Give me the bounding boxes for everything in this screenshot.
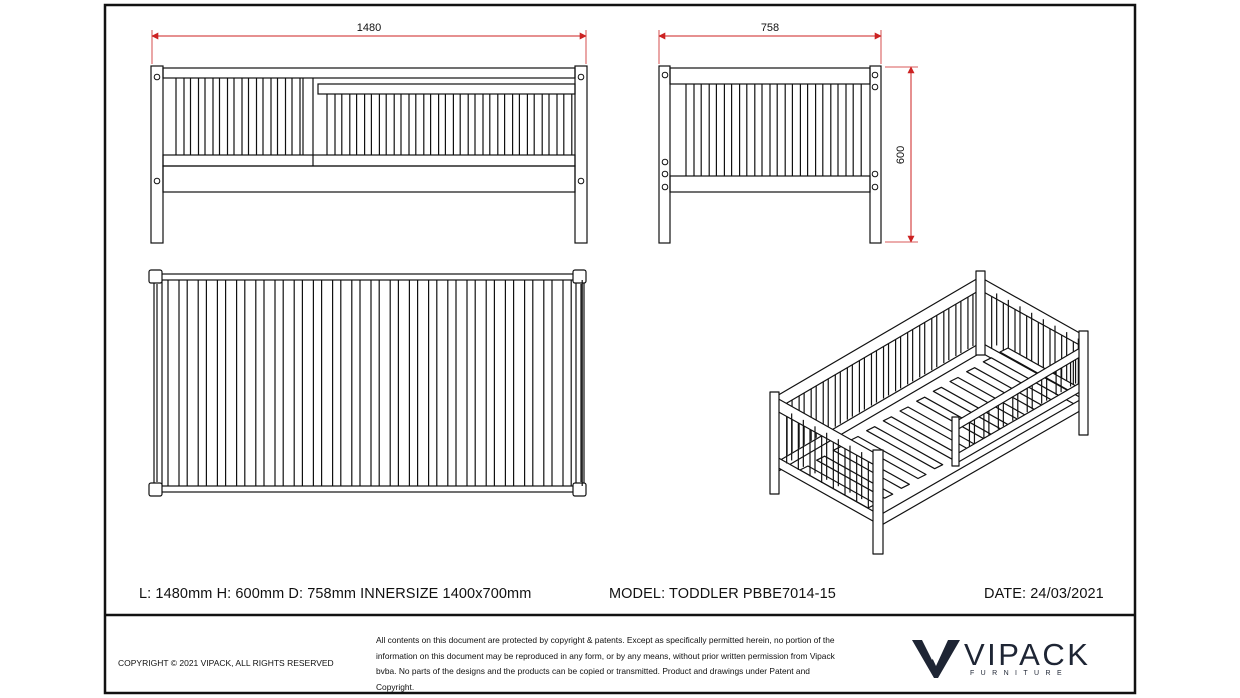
vipack-logo — [910, 636, 1110, 682]
iso-post-front-left — [873, 450, 883, 554]
side-slats — [686, 84, 861, 176]
side-height-label: 600 — [895, 145, 907, 165]
front-slats — [176, 78, 572, 155]
front-view — [151, 30, 587, 243]
side-depth-label: 758 — [760, 22, 780, 34]
copyright-notice: COPYRIGHT © 2021 VIPACK, ALL RIGHTS RESERVED — [118, 658, 334, 668]
iso-post-back-right — [976, 271, 985, 355]
top-post-se — [573, 483, 586, 496]
front-left-leg — [151, 66, 163, 243]
side-right-leg — [870, 66, 881, 243]
top-view — [149, 270, 586, 496]
front-right-leg — [575, 66, 587, 243]
model-spec: MODEL: TODDLER PBBE7014-15 — [609, 586, 836, 602]
front-length-label: 1480 — [356, 22, 382, 34]
brand-name: VIPACK — [964, 637, 1091, 672]
side-left-leg — [659, 66, 670, 243]
brand-subtitle: FURNITURE — [970, 670, 1069, 677]
top-post-nw — [149, 270, 162, 283]
vipack-logo-icon — [910, 636, 962, 680]
side-view — [659, 30, 918, 243]
legal-notice: All contents on this document are protected by copyright & patents. Except as specifically permitted herein, no portion of the information on this document may be reproduced in any form, or by any means, without prior written permission from Vipack bvba. No parts of the designs and the products can be copied or transmitted. Product and drawings under Patent and Copyright. — [376, 635, 835, 692]
top-post-ne — [573, 270, 586, 283]
top-slats — [168, 280, 582, 486]
top-post-sw — [149, 483, 162, 496]
measurements-spec: L: 1480mm H: 600mm D: 758mm INNERSIZE 1400x700mm — [139, 586, 532, 602]
isometric-view — [770, 271, 1088, 554]
date-spec: DATE: 24/03/2021 — [984, 586, 1104, 602]
iso-post-front-right — [1079, 331, 1088, 435]
iso-post-back-left — [770, 392, 779, 494]
